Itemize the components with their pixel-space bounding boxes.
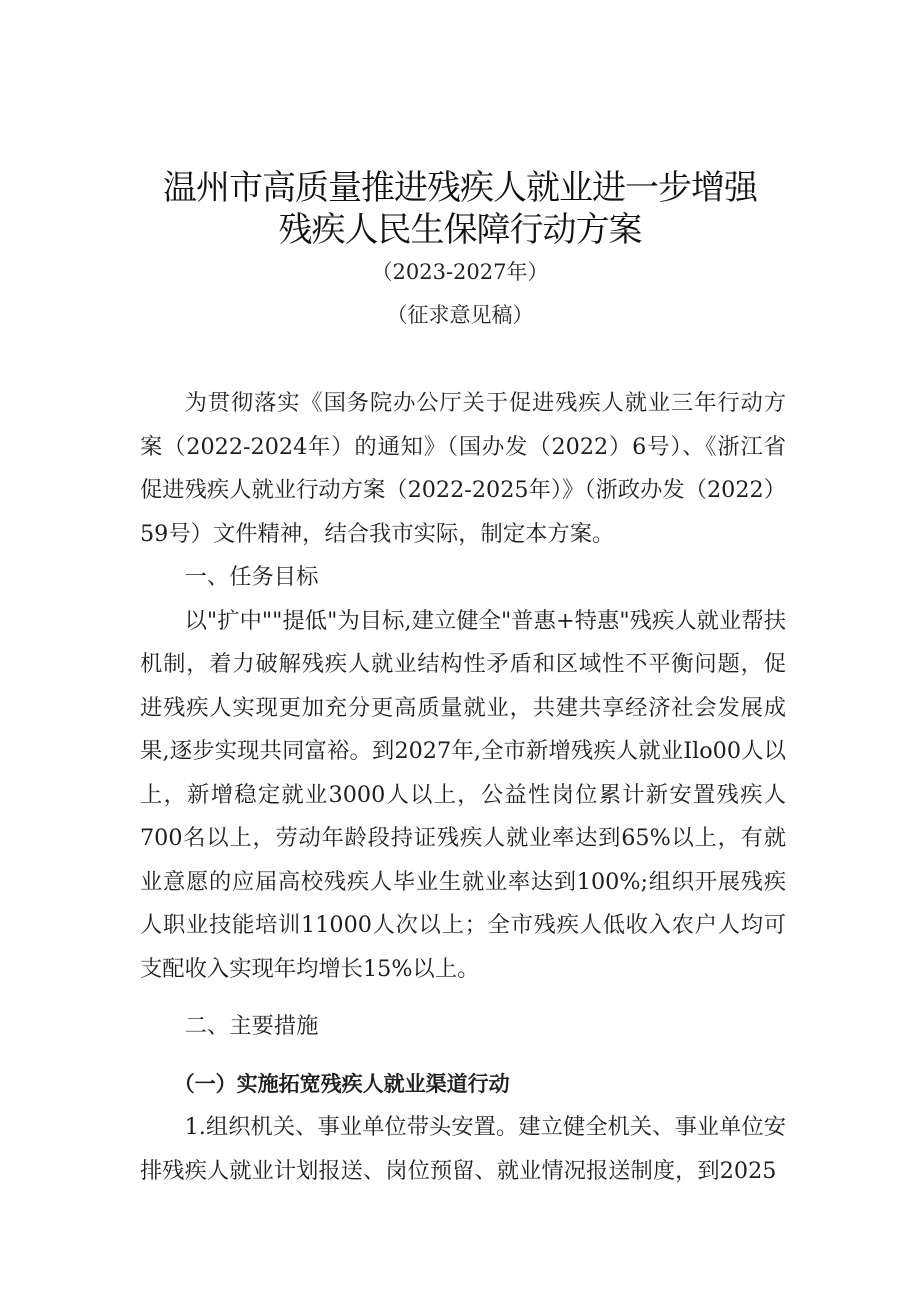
draft-note: （征求意见稿）	[386, 303, 534, 327]
item-1-paragraph: 1.组织机关、事业单位带头安置。建立健全机关、事业单位安排残疾人就业计划报送、岗位预留、就业情况报送制度，到2025	[140, 1114, 786, 1184]
document-period: （2023-2027年）	[371, 260, 549, 284]
document-title-line-2: 残疾人民生保障行动方案	[278, 210, 642, 250]
section-1-heading: 一、任务目标	[184, 564, 319, 590]
document-body	[140, 382, 786, 1193]
section-2-heading: 二、主要措施	[184, 1013, 319, 1039]
subsection-1-heading: （一）实施拓宽残疾人就业渠道行动	[173, 1071, 510, 1096]
intro-paragraph: 为贯彻落实《国务院办公厅关于促进残疾人就业三年行动方案（2022-2024年）的通知》（国办发（2022）6号）、《浙江省促进残疾人就业行动方案（2022-2025年）》（浙政办发（2022）59号）文件精神，结合我市实际，制定本方案。	[140, 390, 786, 547]
document-title-line-1: 温州市高质量推进残疾人就业进一步增强	[163, 168, 757, 208]
section-1-paragraph: 以"扩中""提低"为目标,建立健全"普惠+特惠"残疾人就业帮扶机制，着力破解残疾人就业结构性矛盾和区域性不平衡问题，促进残疾人实现更加充分更高质量就业，共建共享经济社会发展成果,逐步实现共同富裕。到2027年,全市新增残疾人就业Ilo00人以上，新增稳定就业3000人以上，公益性岗位累计新安置残疾人700名以上，劳动年龄段持证残疾人就业率达到65%以上，有就业意愿的应届高校残疾人毕业生就业率达到100%;组织开展残疾人职业技能培训11000人次以上；全市残疾人低收入农户人均可支配收入实现年均增长15%以上。	[140, 607, 786, 982]
